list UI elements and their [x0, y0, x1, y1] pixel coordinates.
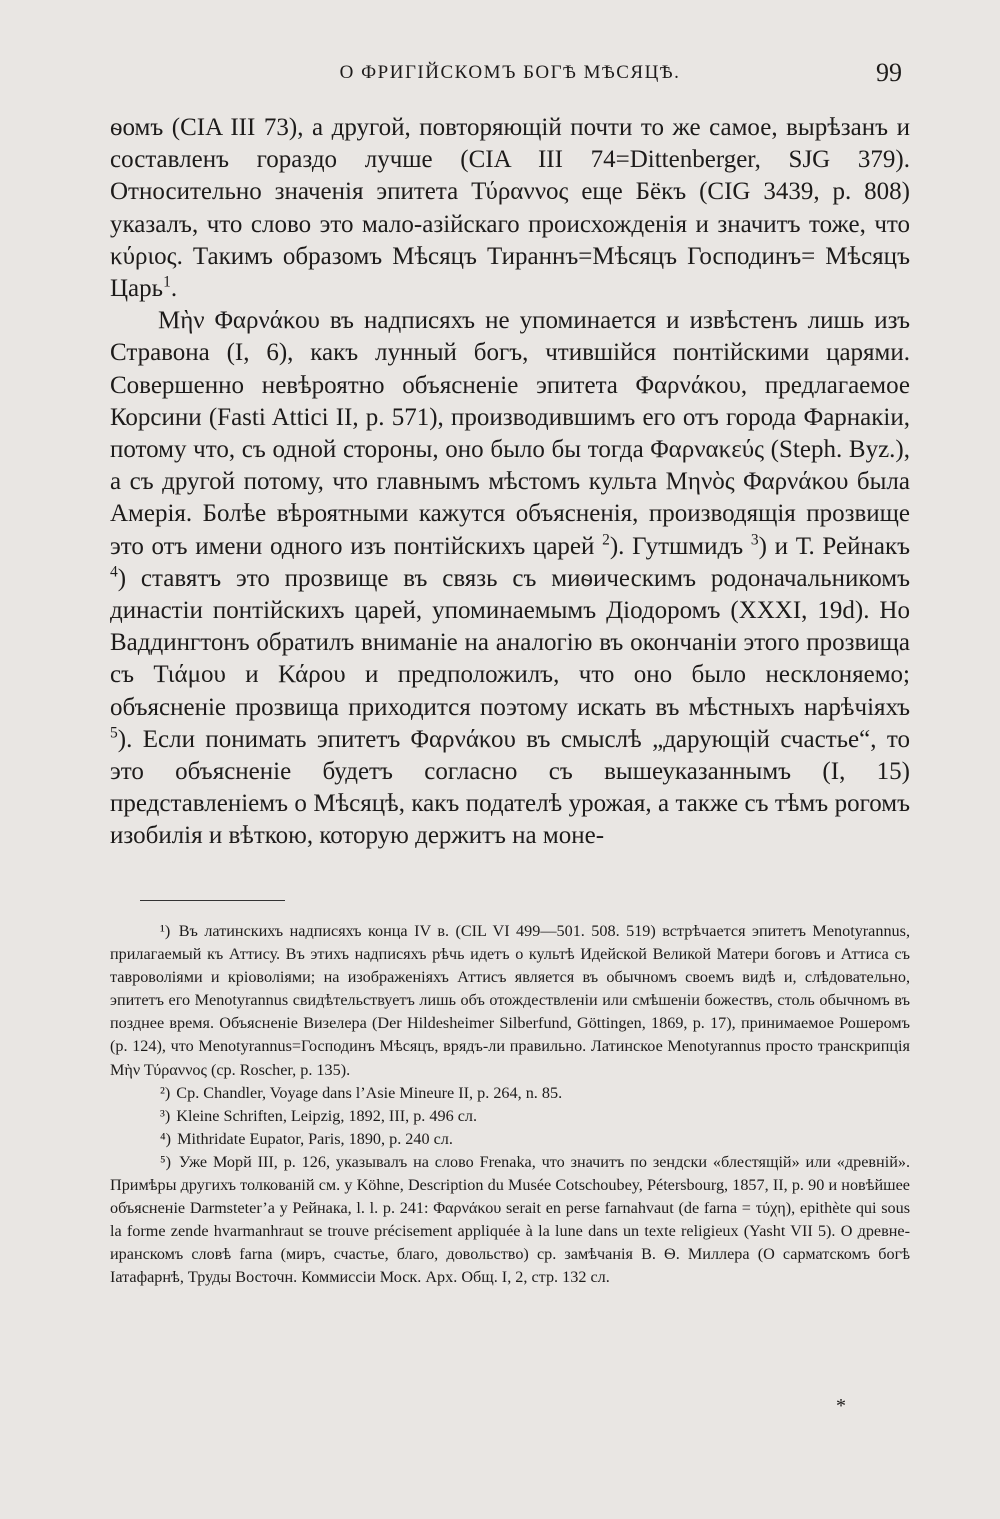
- footnote-5: [110, 1151, 910, 1290]
- footnote-mark: ⁵): [160, 1152, 172, 1171]
- footnote-ref-2: 2: [602, 531, 610, 549]
- main-text: [110, 112, 910, 853]
- footnote-ref-1: 1: [163, 273, 171, 291]
- paragraph-2-text-e: Если понимать эпитетъ Φαρνάκου въ смыслѣ „дарующій счастье“, то это объясненіе будетъ согласно съ вышеуказаннымъ (I, 15) представленіемъ о Мѣсяцѣ, какъ подателѣ урожая, а также съ тѣмъ рогомъ изобилія и вѣткою, которую держитъ на моне-: [110, 725, 911, 850]
- footnote-3: [110, 1105, 910, 1128]
- paragraph-1: [110, 112, 910, 305]
- footnotes: [110, 920, 910, 1290]
- footnote-text: Ср. Chandler, Voyage dans l’Asie Mineure II, p. 264, n. 85.: [176, 1083, 563, 1102]
- paragraph-2-text-d: ставятъ это прозвище въ связь съ миѳическимъ родоначальникомъ династіи понтійскихъ царей, упоминаемымъ Діодоромъ (XXXI, 19d). Но Ваддингтонъ обратилъ вниманіе на аналогію въ окончаніи этого прозвища съ Τιάμου и Κάρου и предположилъ, что оно было несклоняемо; объясненіе прозвища приходится поэтому искать въ мѣстныхъ нарѣчіяхъ: [110, 564, 910, 721]
- footnote-mark: ⁴): [160, 1129, 172, 1148]
- footnote-1: [110, 920, 910, 1082]
- paragraph-2-text-b: Гутшмидъ: [632, 532, 744, 560]
- footnote-text: Mithridate Eupator, Paris, 1890, p. 240 сл.: [177, 1129, 453, 1148]
- footnote-mark: ¹): [160, 922, 171, 940]
- footnote-text: Kleine Schriften, Leipzig, 1892, III, p. 496 сл.: [176, 1106, 478, 1125]
- footnote-mark: ²): [160, 1083, 171, 1102]
- paragraph-2-text-a: Μὴν Φαρνάκου въ надписяхъ не упоминается и извѣстенъ лишь изъ Стравона (I, 6), какъ лунный богъ, чтившійся понтійскими царями. Совершенно невѣроятно объясненіе эпитета Φαρνάκου, предлагаемое Корсини (Fasti Attici II, p. 571), производившимъ его отъ города Фарнакіи, потому что, съ одной стороны, оно было бы тогда Φαρνακεύς (Steph. Byz.), а съ другой потому, что главнымъ мѣстомъ культа Μηνὸς Φαρνάκου была Амерія. Болѣе вѣроятными кажутся объясненія, производящія прозвище это отъ имени одного изъ понтійскихъ царей: [110, 307, 910, 560]
- footnote-ref-4: 4: [110, 563, 118, 581]
- paragraph-1-text: ѳомъ (CIA III 73), а другой, повторяющій почти то же самое, вырѣзанъ и составленъ гораздо лучше (CIA III 74=Dittenberger, SJG 379). Относительно значенія эпитета Τύραννος еще Бёкъ (CIG 3439, p. 808) указалъ, что слово это мало-азійскаго происхожденія и значитъ тоже, что κύριος. Такимъ образомъ Мѣсяцъ Тираннъ=Мѣсяцъ Господинъ= Мѣсяцъ Царь: [110, 114, 910, 303]
- paragraph-2-stop: .: [126, 725, 133, 753]
- page-number: 99: [876, 58, 902, 87]
- footnote-text: Въ латинскихъ надписяхъ конца IV в. (CIL VI 499—501. 508. 519) встрѣчается эпитетъ Menotyrannus, прилагаемый къ Аттису. Въ этихъ надписяхъ рѣчь идетъ о культѣ Идейской Великой Матери боговъ и Аттиса съ тавроволіями и кріоволіями; на изображеніяхъ Аттисъ является въ обычномъ своемъ видѣ и, слѣдовательно, эпитетъ его Menotyrannus свидѣтельствуетъ лишь объ отождествленіи или смѣшеніи божествъ, столь обычномъ въ позднее время. Объясненіе Визелера (Der Hildesheimer Silberfund, Göttingen, 1869, p. 17), принимаемое Рошеромъ (p. 124), что Menotyrannus=Господинъ Мѣсяцъ, врядъ-ли правильно. Латинское Menotyrannus просто транскрипція Μὴν Τύραννος (ср. Roscher, p. 135).: [110, 922, 910, 1079]
- footnote-ref-5: 5: [110, 724, 118, 742]
- signature-asterisk: *: [836, 1395, 846, 1417]
- footnote-2: [110, 1082, 910, 1105]
- paragraph-2-text-c: и Т. Рейнакъ: [774, 532, 911, 560]
- running-head: О ФРИГІЙСКОМЪ БОГѢ МѢСЯЦѢ.: [339, 62, 681, 83]
- footnote-4: [110, 1128, 910, 1151]
- footnote-ref-3: 3: [750, 531, 759, 549]
- paragraph-1-end: .: [170, 275, 178, 303]
- footnote-separator: [140, 900, 285, 901]
- page-header: [110, 58, 910, 92]
- footnote-text: Уже Морй III, p. 126, указывалъ на слово Frenaka, что значитъ по зендски «блестящій» или «древній». Примѣры другихъ толкованій см. у Köhne, Description du Musée Cotschoubey, Pétersbourg, 1857, II, p. 90 и новѣйшее объясненіе Darmsteter’a у Рейнака, l. l. p. 241: Φαρνάκου serait en perse farnahvaut (de farna = τύχη), epithète qui sous la forme zende hvarmanhraut se trouve précisement appliquée à la lune dans un texte religieux (Yasht VII 5). О древне-иранскомъ словѣ farna (миръ, счастье, благо, довольство) ср. замѣчанія В. Ѳ. Миллера (О сарматскомъ богѣ Іатафарнѣ, Труды Восточн. Коммиссіи Моск. Арх. Общ. I, 2, стр. 132 сл.: [110, 1152, 911, 1287]
- footnote-mark: ³): [160, 1106, 171, 1125]
- paragraph-2: Μὴν Φαρνάκου въ надписяхъ не упоминается и извѣстенъ лишь изъ Стравона (I, 6), какъ лунный богъ, чтившійся понтійскими царями. Совершенно невѣроятно объясненіе эпитета Φαρνάκου, предлагаемое Корсини (Fasti Attici II, p. 571), производившимъ его отъ города Фарнакіи, потому что, съ одной стороны, оно было бы тогда Φαρνακεύς (Steph. Byz.), а съ другой потому, что главнымъ мѣстомъ культа Μηνὸς Φαρνάκου была Амерія. Болѣе вѣроятными кажутся объясненія, производящія прозвище это отъ имени одного изъ понтійскихъ царей $^2$). Гутшмидъ $^3$) и Т. Рейнакъ $^4$) ставятъ это прозвище въ связь съ миѳическимъ родоначальникомъ династіи понтійскихъ царей, упоминаемымъ Діодоромъ (XXXI, 19d). Но Ваддингтонъ обратилъ вниманіе на аналогію въ окончаніи этого прозвища съ Τιάμου и Κάρου и предположилъ, что оно было несклоняемо; объясненіе прозвища приходится поэтому искать въ мѣстныхъ нарѣчіяхъ $^5$). Если понимать эпитетъ Φαρνάκου въ смыслѣ „дарующій счастье“, то это объясненіе будетъ согласно съ вышеуказаннымъ (I, 15) представленіемъ о Мѣсяцѣ, какъ подателѣ урожая, а также съ тѣмъ рогомъ изобилія и вѣткою, которую держитъ на моне-: [110, 307, 911, 850]
